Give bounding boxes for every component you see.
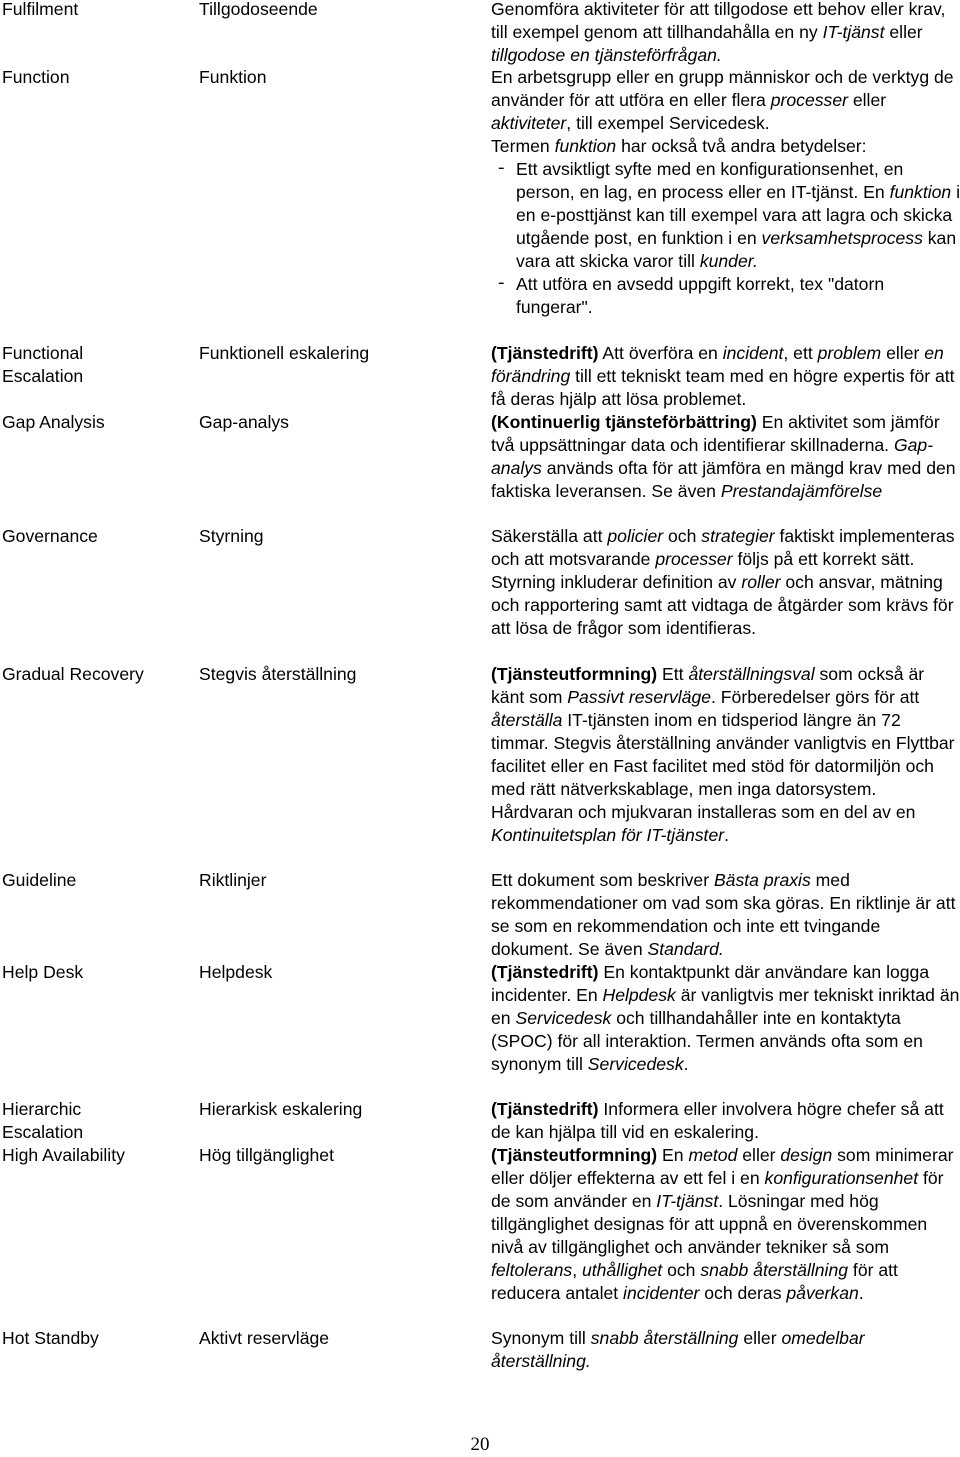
page-number: 20 <box>470 1434 490 1455</box>
definition-text: eller <box>881 343 925 363</box>
definition-text: . <box>858 1283 864 1303</box>
term-reference: omedelbar återställning. <box>491 1328 865 1371</box>
english-term-line: Functional <box>2 343 84 363</box>
term-reference: konfigurationsenhet <box>764 1168 919 1188</box>
term-reference: Servicedesk <box>587 1054 684 1074</box>
definition-text: En kontaktpunkt där användare kan logga incidenter. En <box>491 962 930 1005</box>
definition-text: med rekommendationer om vad som ska göras. En riktlinje är att se som en rekommendation och inte ett tvingande dokument. Se även <box>491 870 956 959</box>
definition-text: kan vara att skicka varor till <box>516 228 957 271</box>
definition-text: , till exempel Servicedesk. <box>566 113 770 133</box>
english-term-line: Guideline <box>2 870 77 890</box>
term-reference: Kontinuitetsplan för IT-tjänster <box>491 825 725 845</box>
term-reference: Servicedesk <box>515 1008 612 1028</box>
swedish-term: Aktivt reservläge <box>199 1328 330 1348</box>
term-reference: incidenter <box>623 1283 700 1303</box>
definition <box>491 525 960 640</box>
definition-text: , ett <box>783 343 818 363</box>
definition-text: som minimerar eller döljer effekterna av ett fel i en <box>491 1145 954 1188</box>
term-reference: snabb återställning <box>590 1328 739 1348</box>
english-term-line: Gap Analysis <box>2 412 105 432</box>
definition <box>491 0 960 67</box>
swedish-term: Funktionell eskalering <box>199 343 370 363</box>
english-term <box>2 1327 192 1350</box>
term-reference: roller <box>741 572 781 592</box>
english-term-line: Escalation <box>2 366 84 386</box>
term-reference: processer <box>655 549 733 569</box>
term-reference: funktion <box>554 136 617 156</box>
definition-text: IT-tjänsten inom en tidsperiod längre än 72 timmar. Stegvis återställning använder vanligtvis en Flyttbar facilitet eller en Fast facilitet med stöd för datormiljön och med rätt nätverkskablage, men inga datorsystem. Hårdvaran och mjukvaran installeras som en del av en <box>491 710 955 822</box>
definition-text: . Förberedelser görs för att <box>711 687 920 707</box>
term-reference: design <box>780 1145 833 1165</box>
term-reference: IT-tjänst <box>822 22 885 42</box>
definition-text: och ansvar, mätning och rapportering samt att vidtaga de åtgärder som krävs för att lösa de frågor som identifieras. <box>491 572 954 638</box>
english-term-line: Function <box>2 67 70 87</box>
definition-paragraph <box>491 663 960 847</box>
definition-paragraph <box>491 342 960 411</box>
term-reference: processer <box>770 90 848 110</box>
definition-text: används ofta för att jämföra en mängd krav med den faktiska leveransen. Se även <box>491 458 956 501</box>
definition <box>491 961 960 1076</box>
english-term <box>2 66 192 89</box>
section-tag: (Tjänsteutformning) <box>491 1145 658 1165</box>
english-term <box>2 869 192 892</box>
definition-text: . <box>724 825 729 845</box>
term-reference: påverkan <box>786 1283 859 1303</box>
term-reference: Prestandajämförelse <box>720 481 883 501</box>
definition-text: eller <box>738 1328 782 1348</box>
definition-text: har också två andra betydelser: <box>616 136 867 156</box>
definition-list-item <box>491 158 960 273</box>
definition-text: . <box>683 1054 689 1074</box>
list-item-text <box>514 158 960 273</box>
definition-text: En aktivitet som jämför två uppsättningar data och identifierar skillnaderna. <box>491 412 940 455</box>
definition-paragraph <box>491 411 960 503</box>
term-reference: Bästa praxis <box>713 870 811 890</box>
term-reference: incident <box>722 343 784 363</box>
section-tag: (Tjänstedrift) <box>491 1099 599 1119</box>
english-term <box>2 1144 192 1167</box>
definition-text: Termen <box>491 136 555 156</box>
definition-text: Ett avsiktligt syfte med en konfigurationsenhet, en person, en lag, en process eller en IT-tjänst. En <box>516 159 904 202</box>
definition-text: för att reducera antalet <box>491 1260 898 1303</box>
definition-text: Att överföra en <box>598 343 723 363</box>
english-term <box>2 525 192 548</box>
term-reference: verksamhetsprocess <box>761 228 923 248</box>
swedish-term: Gap-analys <box>199 412 289 432</box>
definition-text: och tillhandahåller inte en kontaktyta (SPOC) för all interaktion. Termen används ofta som en synonym till <box>491 1008 923 1074</box>
definition-text: och deras <box>699 1283 787 1303</box>
dash-bullet-icon: - <box>496 274 507 294</box>
swedish-term: Funktion <box>199 67 267 87</box>
definition-text: och <box>663 526 702 546</box>
definition <box>491 411 960 503</box>
definition-text: eller <box>884 22 923 42</box>
definition-text: Informera eller involvera högre chefer så att de kan hjälpa till vid en eskalering. <box>491 1099 944 1142</box>
definition-text: eller <box>847 90 887 110</box>
definition-text: eller <box>737 1145 781 1165</box>
term-reference: funktion <box>889 182 952 202</box>
definition <box>491 1144 960 1305</box>
definition-paragraph <box>491 869 960 961</box>
definition-text: för de som använder en <box>491 1168 944 1211</box>
definition-text: och <box>662 1260 701 1280</box>
definition-text: är vanligtvis mer tekniskt inriktad än en <box>491 985 960 1028</box>
section-tag: (Tjänstedrift) <box>491 343 599 363</box>
english-term-line: Hot Standby <box>2 1328 99 1348</box>
term-reference: policier <box>607 526 664 546</box>
term-reference: feltolerans <box>491 1260 573 1280</box>
definition-text: i en e-posttjänst kan till exempel vara att lagra och skicka utgående post, en funktion i en <box>516 182 960 248</box>
english-term-line: Fulfilment <box>2 0 79 19</box>
term-reference: tillgodose en tjänsteförfrågan. <box>491 45 722 65</box>
definition-text: som också är känt som <box>491 664 925 707</box>
english-term-line: Gradual Recovery <box>2 664 144 684</box>
term-reference: problem <box>817 343 882 363</box>
term-reference: återställningsval <box>688 664 815 684</box>
definition-list-item <box>491 273 960 319</box>
list-item-text <box>514 273 960 319</box>
english-term-line: Governance <box>2 526 98 546</box>
definition-paragraph <box>491 961 960 1076</box>
swedish-term: Helpdesk <box>199 962 273 982</box>
section-tag: (Tjänsteutformning) <box>491 664 658 684</box>
term-reference: metod <box>688 1145 738 1165</box>
definition-text: följs på ett korrekt sätt. Styrning inkluderar definition av <box>491 549 915 592</box>
english-term <box>2 663 192 686</box>
swedish-term: Hög tillgänglighet <box>199 1145 334 1165</box>
english-term <box>2 0 192 21</box>
english-term <box>2 1098 192 1144</box>
english-term-line: High Availability <box>2 1145 125 1165</box>
term-reference: snabb återställning <box>700 1260 849 1280</box>
definition-paragraph <box>491 135 960 158</box>
english-term <box>2 411 192 434</box>
swedish-term: Styrning <box>199 526 264 546</box>
definition-text: Säkerställa att <box>491 526 608 546</box>
dash-bullet-icon: - <box>496 159 507 179</box>
definition-text: Att utföra en avsedd uppgift korrekt, tex "datorn fungerar". <box>516 274 885 317</box>
term-reference: Gap-analys <box>491 435 934 478</box>
definition-text: faktiskt implementeras och att motsvarande <box>491 526 955 569</box>
english-term <box>2 961 192 984</box>
definition-text: Synonym till <box>491 1328 591 1348</box>
definition-paragraph <box>491 525 960 640</box>
term-reference: aktiviteter <box>491 113 567 133</box>
section-tag: (Kontinuerlig tjänsteförbättring) <box>491 412 757 432</box>
swedish-term: Hierarkisk eskalering <box>199 1099 363 1119</box>
term-reference: strategier <box>701 526 775 546</box>
definition <box>491 663 960 847</box>
definition <box>491 342 960 411</box>
english-term-line: Help Desk <box>2 962 84 982</box>
swedish-term: Stegvis återställning <box>199 664 357 684</box>
term-reference: Helpdesk <box>602 985 676 1005</box>
english-term-line: Escalation <box>2 1122 84 1142</box>
swedish-term: Riktlinjer <box>199 870 267 890</box>
definition-text: Ett <box>657 664 689 684</box>
term-reference: en förändring <box>491 343 944 386</box>
term-reference: kunder. <box>699 251 758 271</box>
definition-text: , <box>572 1260 582 1280</box>
definition <box>491 66 960 319</box>
definition <box>491 1098 960 1144</box>
term-reference: återställa <box>491 710 563 730</box>
definition-text: . Lösningar med hög tillgänglighet designas för att uppnå en överenskommen nivå av tillgänglighet och använder tekniker så som <box>491 1191 928 1257</box>
definition-paragraph <box>491 0 960 67</box>
english-term-line: Hierarchic <box>2 1099 82 1119</box>
definition <box>491 1327 960 1373</box>
definition <box>491 869 960 961</box>
definition-paragraph <box>491 66 960 135</box>
english-term <box>2 342 192 388</box>
definition-paragraph <box>491 1098 960 1144</box>
term-reference: Passivt reservläge <box>567 687 712 707</box>
term-reference: Standard. <box>647 939 724 959</box>
definition-text: Ett dokument som beskriver <box>491 870 714 890</box>
definition-paragraph <box>491 1144 960 1305</box>
swedish-term: Tillgodoseende <box>199 0 318 19</box>
term-reference: uthållighet <box>581 1260 663 1280</box>
definition-paragraph <box>491 1327 960 1373</box>
definition-text: En arbetsgrupp eller en grupp människor och de verktyg de använder för att utföra en eller flera <box>491 67 954 110</box>
definition-text: Genomföra aktiviteter för att tillgodose ett behov eller krav, till exempel genom att tillhandahålla en ny <box>491 0 946 42</box>
definition-text: En <box>657 1145 689 1165</box>
section-tag: (Tjänstedrift) <box>491 962 599 982</box>
term-reference: IT-tjänst <box>656 1191 719 1211</box>
definition-text: till ett tekniskt team med en högre expertis för att få deras hjälp att lösa problemet. <box>491 366 955 409</box>
